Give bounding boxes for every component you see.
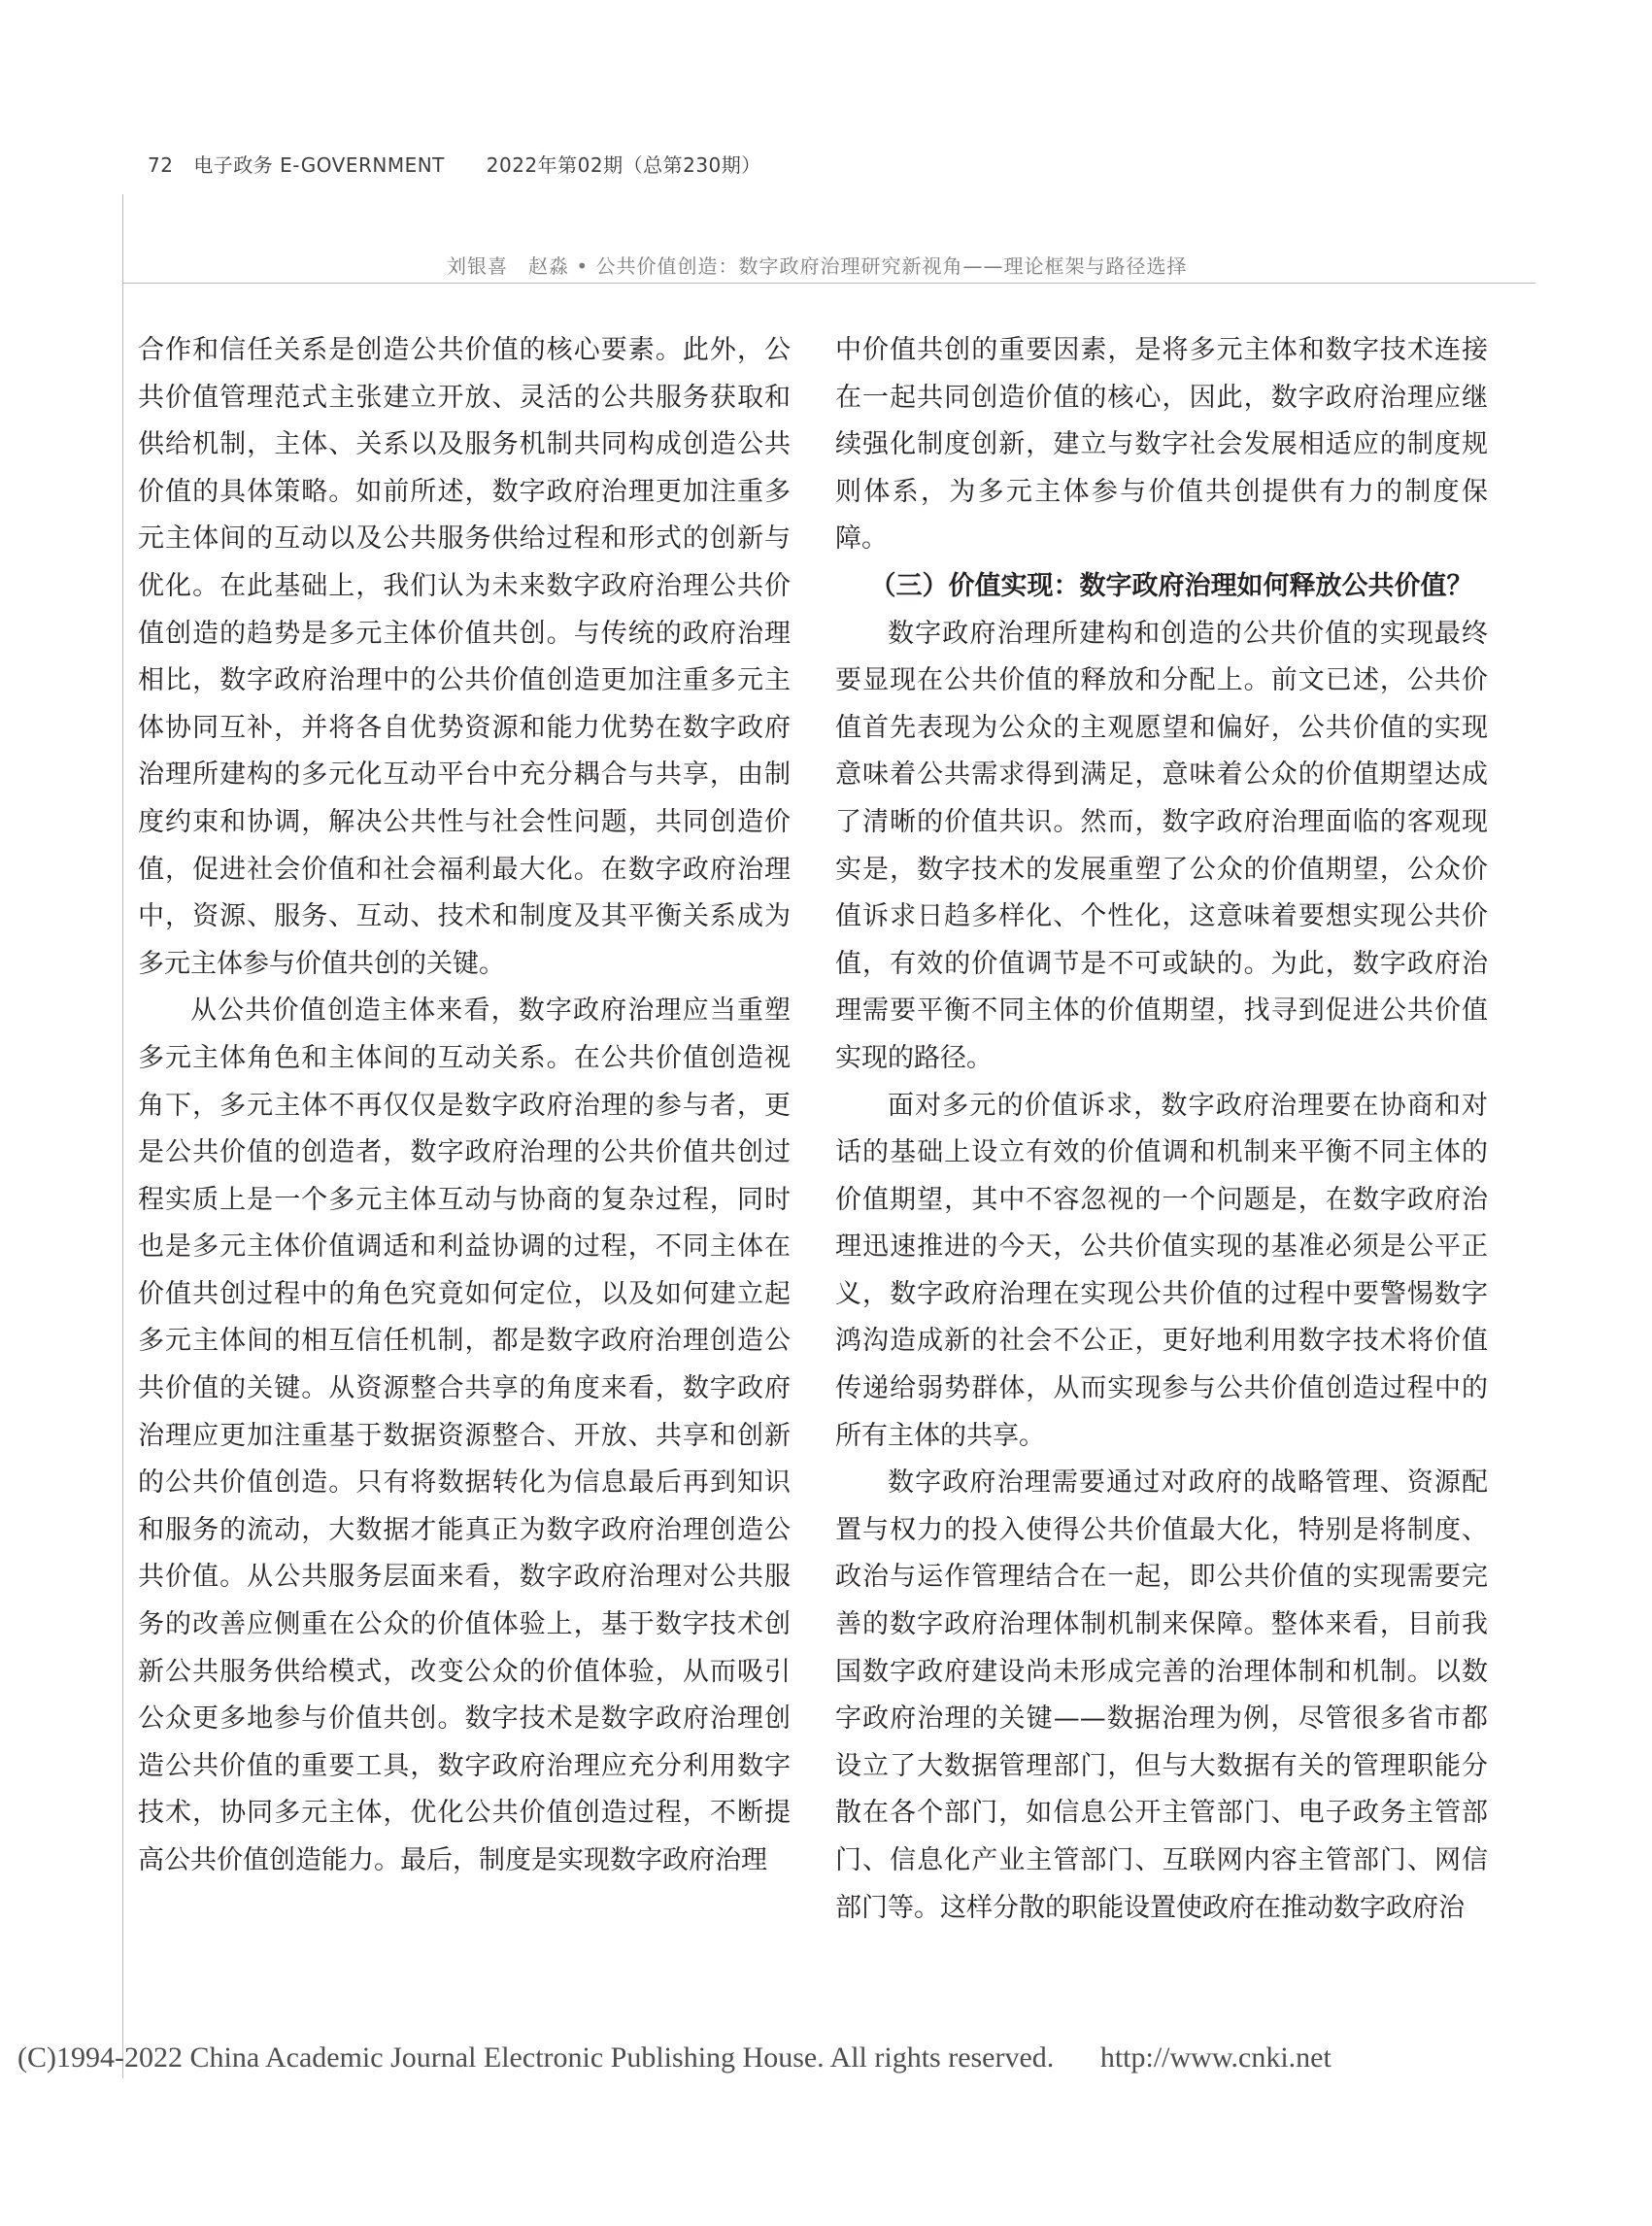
left-margin-rule <box>122 194 123 2078</box>
cnki-url[interactable]: http://www.cnki.net <box>1099 2041 1332 2074</box>
copyright-footer <box>17 2041 1332 2074</box>
copyright-notice: (C)1994-2022 China Academic Journal Electronic Publishing House. All rights reserved. <box>17 2041 1055 2074</box>
paragraph: 面对多元的价值诉求，数字政府治理要在协商和对话的基础上设立有效的价值调和机制来平衡不同主体的价值期望，其中不容忽视的一个问题是，在数字政府治理迅速推进的今天，公共价值实现的基准必须是公平正义，数字政府治理在实现公共价值的过程中要警惕数字鸿沟造成新的社会不公正，更好地利用数字技术将价值传递给弱势群体，从而实现参与公共价值创造过程中的所有主体的共享。 <box>835 1090 1488 1451</box>
paragraph: 数字政府治理所建构和创造的公共价值的实现最终要显现在公共价值的释放和分配上。前文已述，公共价值首先表现为公众的主观愿望和偏好，公共价值的实现意味着公共需求得到满足，意味着公众的价值期望达成了清晰的价值共识。然而，数字政府治理面临的客观现实是，数字技术的发展重塑了公众的价值期望，公众价值诉求日趋多样化、个性化，这意味着要想实现公共价值，有效的价值调节是不可或缺的。为此，数字政府治理需要平衡不同主体的价值期望，找寻到促进公共价值实现的路径。 <box>835 618 1488 1073</box>
header-rule <box>122 283 1535 284</box>
left-column <box>138 327 791 1885</box>
right-column <box>835 327 1488 1932</box>
page-number: 72 <box>148 153 174 177</box>
paragraph: 中价值共创的重要因素，是将多元主体和数字技术连接在一起共同创造价值的核心，因此，数字政府治理应继续强化制度创新，建立与数字社会发展相适应的制度规则体系，为多元主体参与价值共创提供有力的制度保障。 <box>835 335 1488 555</box>
paragraph: 合作和信任关系是创造公共价值的核心要素。此外，公共价值管理范式主张建立开放、灵活的公共服务获取和供给机制，主体、关系以及服务机制共同构成创造公共价值的具体策略。如前所述，数字政府治理更加注重多元主体间的互动以及公共服务供给过程和形式的创新与优化。在此基础上，我们认为未来数字政府治理公共价值创造的趋势是多元主体价值共创。与传统的政府治理相比，数字政府治理中的公共价值创造更加注重多元主体协同互补，并将各自优势资源和能力优势在数字政府治理所建构的多元化互动平台中充分耦合与共享，由制度约束和协调，解决公共性与社会性问题，共同创造价值，促进社会价值和社会福利最大化。在数字政府治理中，资源、服务、互动、技术和制度及其平衡关系成为多元主体参与价值共创的关键。 <box>138 335 791 979</box>
paragraph: 从公共价值创造主体来看，数字政府治理应当重塑多元主体角色和主体间的互动关系。在公共价值创造视角下，多元主体不再仅仅是数字政府治理的参与者，更是公共价值的创造者，数字政府治理的公共价值共创过程实质上是一个多元主体互动与协商的复杂过程，同时也是多元主体价值调适和利益协调的过程，不同主体在价值共创过程中的角色究竟如何定位，以及如何建立起多元主体间的相互信任机制，都是数字政府治理创造公共价值的关键。从资源整合共享的角度来看，数字政府治理应更加注重基于数据资源整合、开放、共享和创新的公共价值创造。只有将数据转化为信息最后再到知识和服务的流动，大数据才能真正为数字政府治理创造公共价值。从公共服务层面来看，数字政府治理对公共服务的改善应侧重在公众的价值体验上，基于数字技术创新公共服务供给模式，改变公众的价值体验，从而吸引公众更多地参与价值共创。数字技术是数字政府治理创造公共价值的重要工具，数字政府治理应充分利用数字技术，协同多元主体，优化公共价值创造过程，不断提高公共价值创造能力。最后，制度是实现数字政府治理 <box>138 995 791 1875</box>
section-heading: （三）价值实现：数字政府治理如何释放公共价值？ <box>869 570 1473 601</box>
paragraph: 数字政府治理需要通过对政府的战略管理、资源配置与权力的投入使得公共价值最大化，特别是将制度、政治与运作管理结合在一起，即公共价值的实现需要完善的数字政府治理体制机制来保障。整体来看，目前我国数字政府建设尚未形成完善的治理体制和机制。以数字政府治理的关键——数据治理为例，尽管很多省市都设立了大数据管理部门，但与大数据有关的管理职能分散在各个部门，如信息公开主管部门、电子政务主管部门、信息化产业主管部门、互联网内容主管部门、网信部门等。这样分散的职能设置使政府在推动数字政府治 <box>835 1467 1488 1923</box>
issue-info: 2022年第02期（总第230期） <box>486 153 761 177</box>
running-title: 刘银喜 赵淼 • 公共价值创造：数字政府治理研究新视角——理论框架与路径选择 <box>447 254 1188 278</box>
journal-name: 电子政务 E-GOVERNMENT <box>193 153 445 177</box>
page-header <box>148 150 761 178</box>
